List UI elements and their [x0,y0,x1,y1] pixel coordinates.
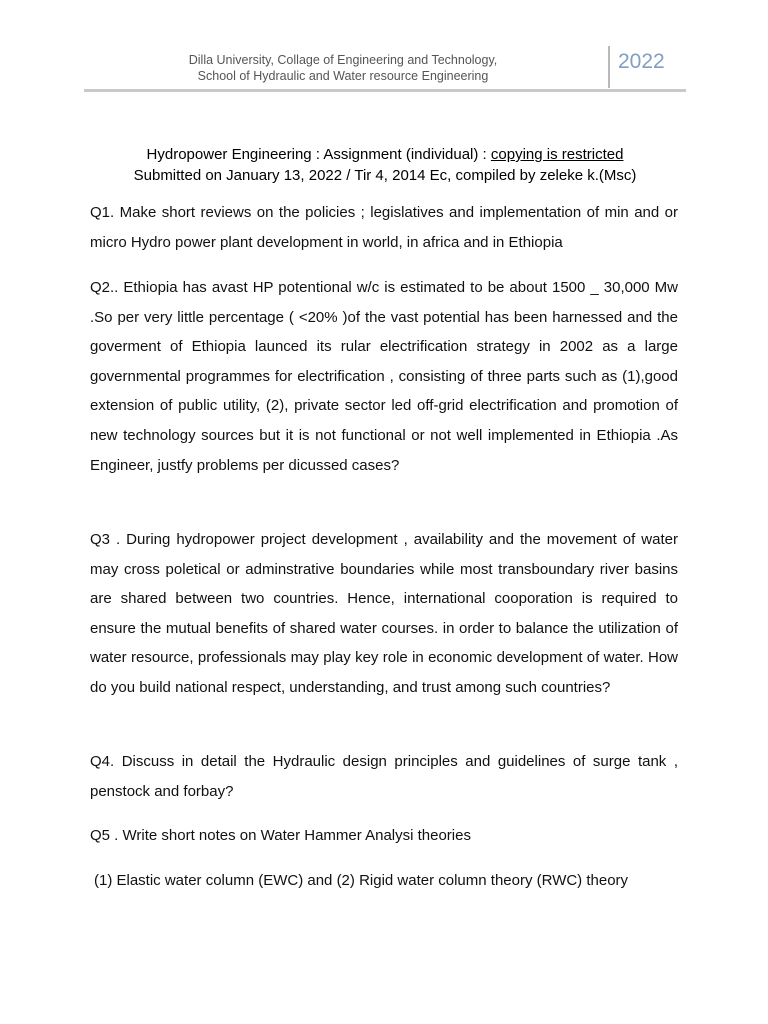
header-institution [84,52,602,84]
question-5: Q5 . Write short notes on Water Hammer Analysi theories [90,827,471,844]
question-3: Q3 . During hydropower project development , availability and the movement of water may cross poletical or adminstrative boundaries while most transboundary river basins are shared between two countries. Hence, international cooporation is required to ensure the mutual benefits of shared water courses. in order to balance the utilization of water resource, professionals may play key role in economic development of water. How do you build national respect, understanding, and trust among such countries? [90,531,678,696]
title-restricted-note: copying is restricted [490,146,624,163]
title-line-2: Submitted on January 13, 2022 / Tir 4, 2014 Ec, compiled by zeleke k.(Msc) [133,167,637,184]
assignment-title [84,144,686,186]
page-header [84,44,686,92]
title-line-1 [84,144,686,165]
question-4: Q4. Discuss in detail the Hydraulic design principles and guidelines of surge tank , penstock and forbay? [90,753,678,800]
header-rule [84,89,686,92]
header-line-school: School of Hydraulic and Water resource Engineering [197,69,489,83]
header-divider [608,46,610,88]
question-1: Q1. Make short reviews on the policies ; legislatives and implementation of min and or micro Hydro power plant development in world, in africa and in Ethiopia [90,204,678,251]
question-5-subitems: (1) Elastic water column (EWC) and (2) Rigid water column theory (RWC) theory [94,872,629,889]
header-line-university: Dilla University, Collage of Engineering and Technology, [188,53,498,67]
question-2: Q2.. Ethiopia has avast HP potentional w/c is estimated to be about 1500 _ 30,000 Mw .So per very little percentage ( <20% )of the vast potential has been harnessed and the goverment of Ethiopia launced its rular electrification strategy in 2002 as a large governmental programmes for electrification , consisting of three parts such as (1),good extension of public utility, (2), private sector led off-grid electrification and promotion of new technology sources but it is not functional or not well implemented in Ethiopia .As Engineer, justfy problems per dicussed cases? [90,279,678,474]
header-year: 2022 [618,50,665,73]
title-course: Hydropower Engineering : Assignment (individual) : [146,146,491,163]
